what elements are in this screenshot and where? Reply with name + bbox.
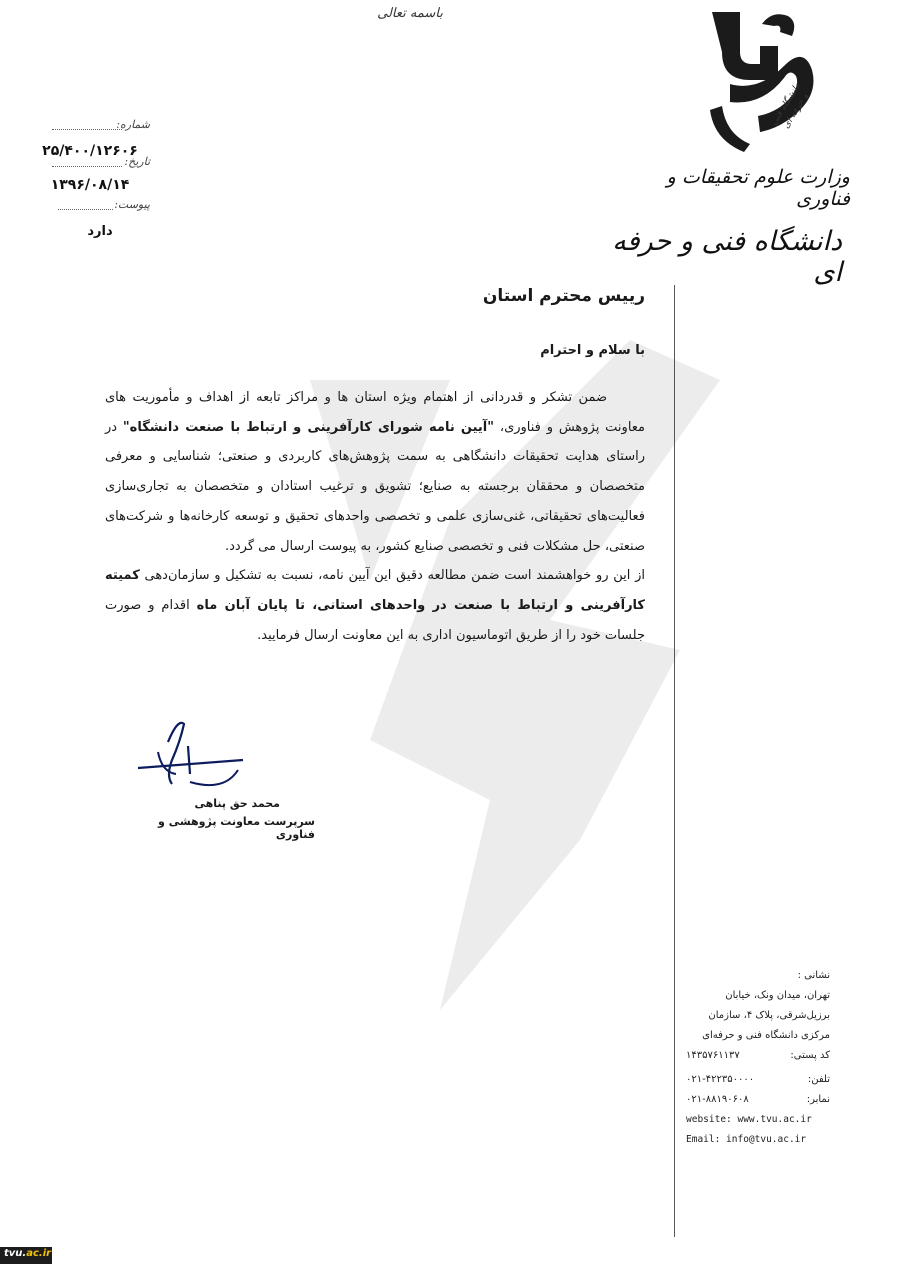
invocation: باسمه تعالی: [377, 6, 443, 21]
signer-name: محمد حق پناهی: [194, 797, 280, 810]
email-link[interactable]: Email: info@tvu.ac.ir: [686, 1134, 807, 1145]
paragraph-2: از این رو خواهشمند است ضمن مطالعه دقیق این آیین نامه، نسبت به تشکیل و سازمان‌دهی کمیته کارآفرینی و ارتباط با صنعت در واحدهای استانی، تا پایان آبان ماه اقدام و صورت جلسات خود را از طریق اتوماسیون اداری به این معاونت ارسال فرمایید.: [105, 568, 645, 643]
attachment-label: پیوست:: [114, 198, 150, 211]
committee-deadline: کمیته کارآفرینی و ارتباط با صنعت در واحدهای استانی، تا پایان آبان ماه: [105, 568, 645, 613]
phone-row: [686, 1070, 830, 1090]
postal-row: [686, 1046, 830, 1066]
postal-label: کد پستی:: [790, 1050, 830, 1061]
address-line-2: برزیل‌شرقی، پلاک ۴، سازمان: [708, 1010, 830, 1021]
attachment-dots: [58, 208, 113, 210]
phone-label: تلفن:: [807, 1074, 830, 1085]
letter-date: ۱۳۹۶/۰۸/۱۴: [50, 177, 130, 193]
attachment-value: دارد: [87, 224, 113, 239]
fax-label: نمابر:: [806, 1094, 830, 1105]
number-dots: [52, 128, 122, 130]
website-link[interactable]: website: www.tvu.ac.ir: [686, 1114, 812, 1125]
address-line-1: تهران، میدان ونک، خیابان: [725, 990, 830, 1001]
signer-title: سرپرست معاونت پژوهشی و فناوری: [158, 815, 315, 841]
address-line-3: مرکزی دانشگاه فنی و حرفه‌ای: [702, 1030, 830, 1041]
university-logo: [700, 6, 820, 156]
date-label: تاریخ:: [124, 155, 150, 168]
letter-number: ۲۵/۴۰۰/۱۲۶۰۶: [42, 143, 138, 159]
fax-row: [686, 1090, 830, 1110]
letter-body: [105, 383, 645, 650]
address-label: نشانی :: [797, 970, 830, 981]
contact-block: [686, 966, 830, 1150]
ministry-name: وزارت علوم تحقیقات و فناوری: [666, 166, 850, 210]
footer-badge-text[interactable]: tvu.ac.ir: [4, 1248, 52, 1259]
postal-code: ۱۴۳۵۷۶۱۱۳۷: [686, 1050, 740, 1061]
number-label: شماره:: [116, 118, 150, 131]
logo-university-text: دانشگاه فنی و حرفه ای: [769, 82, 811, 131]
addressee: رییس محترم استان: [482, 286, 645, 306]
greeting: با سلام و احترام: [540, 343, 645, 358]
paragraph-1: ضمن تشکر و قدردانی از اهتمام ویژه استان ها و مراکز تابعه از اهداف و مأموریت های معاونت پژوهش و فناوری، "آیین نامه شورای کارآفرینی و ارتباط با صنعت دانشگاه" در راستای هدایت تحقیقات دانشگاهی به سمت پژوهش‌های کاربردی و صنعتی؛ شناسایی و معرفی متخصصان و محققان برجسته به صنایع؛ تشویق و ترغیب استادان و متخصصان به تجاری‌سازی فعالیت‌های تحقیقاتی، غنی‌سازی علمی و تخصصی واحدهای تحقیق و توسعه کارخانه‌ها و شرکت‌های صنعتی، حل مشکلات فنی و تخصصی صنایع کشور، به پیوست ارسال می گردد.: [105, 390, 646, 554]
regulation-title: "آیین نامه شورای کارآفرینی و ارتباط با صنعت دانشگاه": [122, 419, 495, 435]
phone-number: ۰۲۱-۴۲۲۳۵۰۰۰۰: [686, 1074, 755, 1085]
margin-divider: [674, 285, 675, 1237]
date-dots: [52, 165, 122, 167]
fax-number: ۰۲۱-۸۸۱۹۰۶۰۸: [686, 1094, 749, 1105]
university-name: دانشگاه فنی و حرفه ای: [612, 226, 842, 288]
